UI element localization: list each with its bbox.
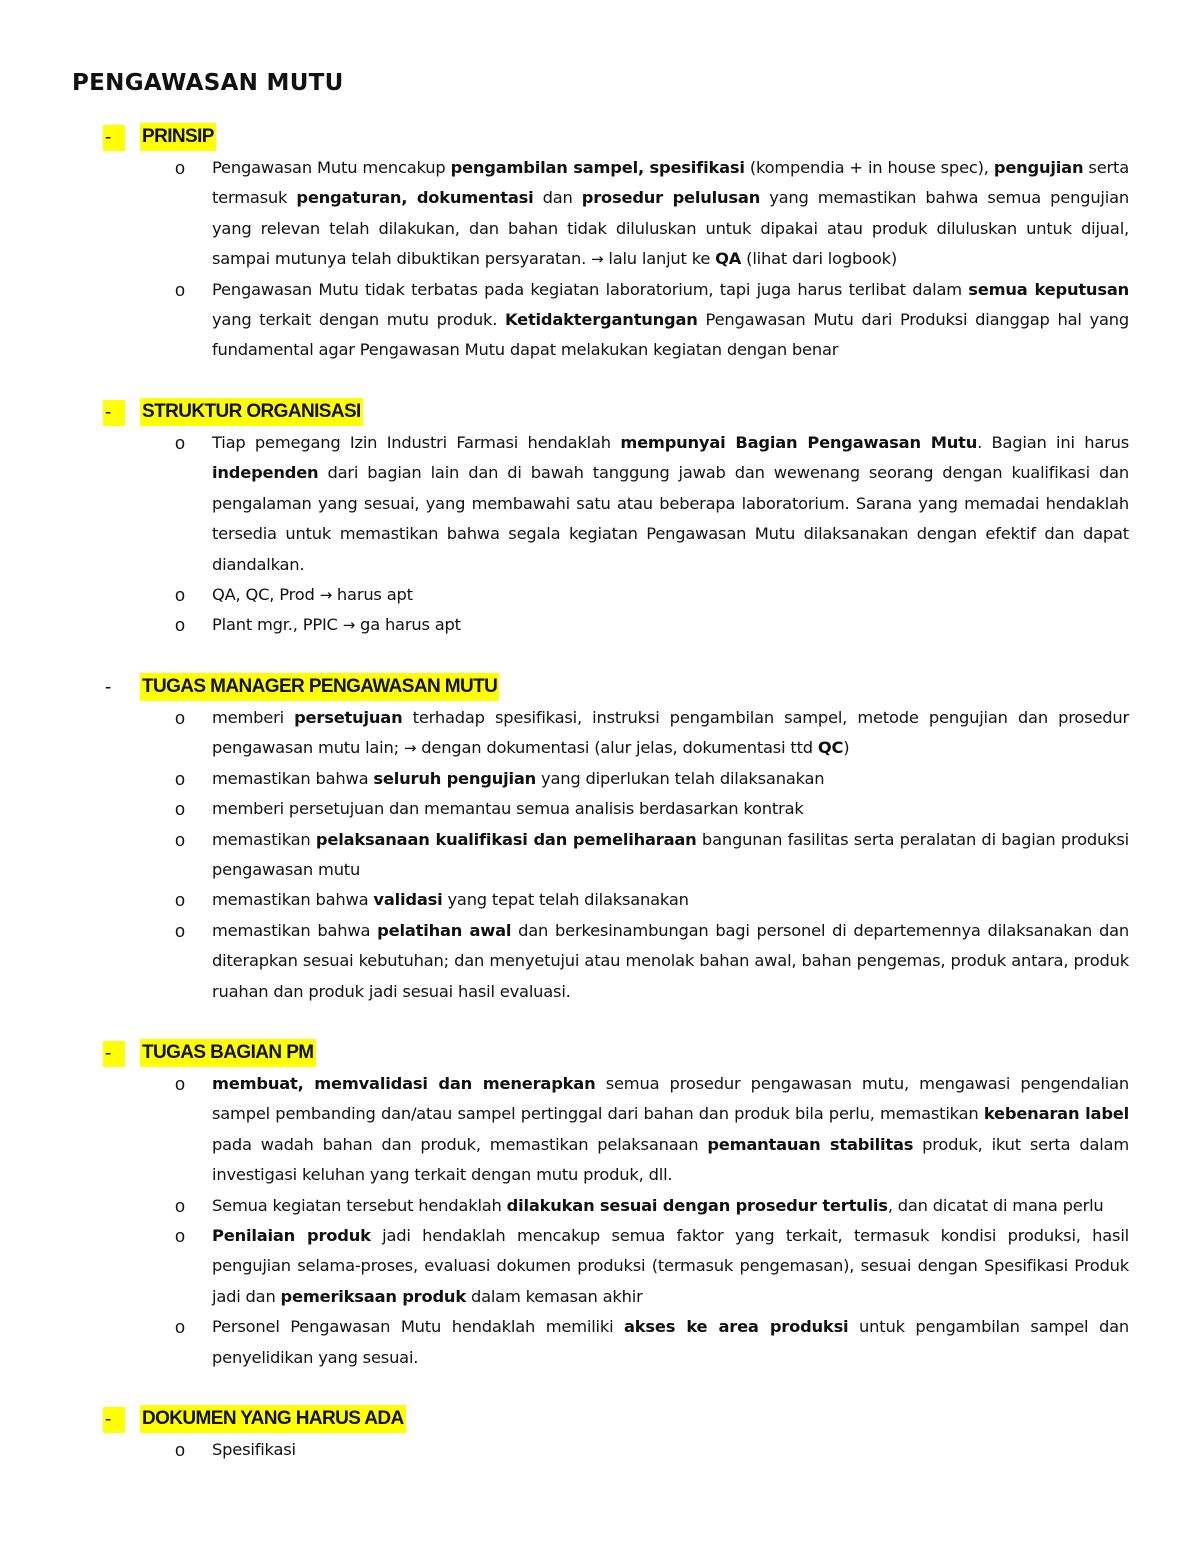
list-item-text bbox=[212, 1435, 1129, 1465]
bold-text: QC bbox=[817, 738, 844, 758]
list-item bbox=[0, 428, 1200, 580]
heading-dash-marker: - bbox=[103, 1407, 125, 1433]
text-run: Pengawasan Mutu tidak terbatas pada kegiatan laboratorium, tapi juga harus terlibat dalam bbox=[212, 279, 969, 299]
section-dokumen-yang-harus-ada bbox=[0, 1403, 1200, 1465]
text-run: Pengawasan Mutu mencakup bbox=[212, 158, 451, 177]
bullet-marker: o bbox=[175, 279, 186, 300]
list-item bbox=[0, 703, 1200, 764]
list-item bbox=[0, 794, 1200, 824]
bullet-list bbox=[0, 703, 1200, 1007]
text-run: Spesifikasi bbox=[212, 1440, 296, 1459]
list-item bbox=[0, 1312, 1200, 1373]
bold-text: pengaturan, dokumentasi bbox=[296, 188, 534, 208]
text-run: (kompendia + in house spec), bbox=[744, 158, 994, 177]
list-item-text bbox=[212, 1069, 1129, 1191]
text-run: , dan dicatat di mana perlu bbox=[887, 1195, 1104, 1215]
heading-dash-marker: - bbox=[103, 1041, 125, 1067]
text-run: memastikan bahwa bbox=[212, 768, 374, 788]
text-run: harus apt bbox=[331, 585, 413, 605]
bullet-marker: o bbox=[175, 1195, 186, 1216]
text-run: pada wadah bahan dan produk, memastikan pelaksanaan bbox=[212, 1134, 708, 1154]
bold-text: pemantauan stabilitas bbox=[707, 1134, 914, 1154]
text-run: dalam kemasan akhir bbox=[465, 1286, 643, 1306]
heading-dash-marker: - bbox=[103, 400, 125, 426]
bullet-marker: o bbox=[175, 799, 186, 820]
bold-text: validasi bbox=[373, 890, 443, 910]
list-item-text bbox=[212, 885, 1129, 915]
text-run: yang memastikan bahwa semua pengujian yang relevan telah dilakukan, dan bahan tidak diluluskan untuk dipakai atau produk diluluskan untuk dijual, sampai mutunya telah dibuktikan persyaratan. bbox=[212, 188, 1129, 269]
list-item-text bbox=[212, 1221, 1129, 1312]
bold-text: persetujuan bbox=[294, 708, 403, 727]
arrow-right-icon: → bbox=[319, 586, 332, 605]
text-run: memastikan bahwa bbox=[212, 920, 378, 940]
section-heading bbox=[0, 671, 1200, 703]
text-run: yang terkait dengan mutu produk. bbox=[212, 310, 505, 330]
text-run: semua prosedur pengawasan mutu, mengawasi pengendalian sampel pembanding dan/atau sampel pertinggal dari bahan dan produk bila perlu, memastikan bbox=[212, 1074, 1129, 1124]
bold-text: pelatihan awal bbox=[377, 920, 512, 940]
list-item bbox=[0, 764, 1200, 794]
section-prinsip bbox=[0, 121, 1200, 366]
text-run: . Bagian ini harus bbox=[977, 433, 1130, 452]
bullet-list bbox=[0, 1069, 1200, 1373]
text-run: Pengawasan Mutu dari Produksi dianggap hal yang fundamental agar Pengawasan Mutu dapat melakukan kegiatan dengan benar bbox=[212, 310, 1129, 360]
arrow-right-icon: → bbox=[591, 250, 604, 269]
section-heading bbox=[0, 121, 1200, 153]
bold-text: pemeriksaan produk bbox=[280, 1286, 466, 1306]
section-heading-label: PRINSIP bbox=[140, 123, 216, 151]
section-heading bbox=[0, 1403, 1200, 1435]
bullet-marker: o bbox=[175, 1226, 186, 1247]
text-run: dari bagian lain dan di bawah tanggung jawab dan wewenang seorang dengan kualifikasi dan pengalaman yang sesuai, yang membawahi satu atau beberapa laboratorium. Sarana yang memadai hendaklah tersedia untuk memastikan bahwa segala kegiatan Pengawasan Mutu dilaksanakan dengan efektif dan dapat diandalkan. bbox=[212, 463, 1129, 574]
list-item bbox=[0, 1221, 1200, 1312]
document-title: PENGAWASAN MUTU bbox=[72, 70, 344, 96]
list-item bbox=[0, 885, 1200, 915]
bullet-marker: o bbox=[175, 615, 186, 636]
bullet-marker: o bbox=[175, 158, 186, 178]
list-item-text bbox=[212, 275, 1129, 366]
list-item bbox=[0, 275, 1200, 366]
bold-text: pengambilan sampel, spesifikasi bbox=[450, 158, 745, 177]
bullet-marker: o bbox=[175, 920, 186, 941]
text-run: Plant mgr., PPIC bbox=[212, 615, 343, 635]
text-run: untuk pengambilan sampel dan penyelidikan yang sesuai. bbox=[212, 1317, 1129, 1367]
text-run: memberi bbox=[212, 708, 295, 727]
section-heading-label: DOKUMEN YANG HARUS ADA bbox=[140, 1405, 406, 1433]
list-item bbox=[0, 916, 1200, 1007]
bullet-marker: o bbox=[175, 890, 186, 911]
text-run: terhadap spesifikasi, instruksi pengambilan sampel, metode pengujian dan prosedur pengawasan mutu lain; bbox=[212, 708, 1130, 758]
bullet-list bbox=[0, 1435, 1200, 1465]
text-run: lalu lanjut ke bbox=[603, 249, 716, 269]
list-item bbox=[0, 610, 1200, 640]
bold-text: kebenaran label bbox=[983, 1104, 1130, 1124]
list-item-text bbox=[212, 428, 1129, 580]
bullet-list bbox=[0, 153, 1200, 366]
list-item bbox=[0, 1069, 1200, 1191]
bullet-marker: o bbox=[175, 768, 186, 789]
text-run: QA, QC, Prod bbox=[212, 585, 320, 605]
section-heading-label: STRUKTUR ORGANISASI bbox=[140, 398, 363, 426]
list-item-text bbox=[212, 1191, 1129, 1221]
bullet-marker: o bbox=[175, 1074, 186, 1094]
list-item bbox=[0, 1191, 1200, 1221]
bold-text: independen bbox=[212, 463, 319, 483]
heading-dash-marker: - bbox=[105, 677, 112, 698]
bullet-marker: o bbox=[175, 829, 186, 850]
list-item-text bbox=[212, 764, 1129, 794]
text-run: ga harus apt bbox=[355, 615, 461, 635]
text-run: Semua kegiatan tersebut hendaklah bbox=[212, 1195, 507, 1215]
text-run: dan bbox=[533, 188, 582, 208]
bold-text: pelaksanaan kualifikasi dan pemeliharaan bbox=[315, 829, 697, 849]
bullet-marker: o bbox=[175, 1317, 186, 1338]
list-item bbox=[0, 580, 1200, 610]
list-item-text bbox=[212, 580, 1129, 610]
bold-text: pengujian bbox=[993, 158, 1084, 177]
arrow-right-icon: → bbox=[342, 616, 356, 635]
text-run: yang diperlukan telah dilaksanakan bbox=[536, 768, 825, 788]
list-item-text bbox=[212, 825, 1129, 886]
text-run: Personel Pengawasan Mutu hendaklah memiliki bbox=[212, 1317, 624, 1337]
section-heading-label: TUGAS BAGIAN PM bbox=[140, 1039, 316, 1067]
bullet-marker: o bbox=[175, 708, 186, 728]
bold-text: mempunyai Bagian Pengawasan Mutu bbox=[620, 433, 978, 452]
bold-text: Ketidaktergantungan bbox=[505, 310, 698, 330]
text-run: ) bbox=[843, 738, 850, 758]
list-item-text bbox=[212, 610, 1129, 640]
list-item-text bbox=[212, 1312, 1129, 1373]
section-heading-label: TUGAS MANAGER PENGAWASAN MUTU bbox=[140, 673, 499, 701]
text-run: serta termasuk bbox=[212, 158, 1129, 208]
text-run: dan berkesinambungan bagi personel di departemennya dilaksanakan dan diterapkan sesuai kebutuhan; dan menyetujui atau menolak bahan awal, bahan pengemas, produk antara, produk ruahan dan produk jadi sesuai hasil evaluasi. bbox=[212, 920, 1130, 1001]
text-run: memberi persetujuan dan memantau semua analisis berdasarkan kontrak bbox=[212, 799, 804, 819]
bullet-marker: o bbox=[175, 433, 186, 453]
section-tugas-bagian-pm bbox=[0, 1037, 1200, 1373]
list-item-text bbox=[212, 153, 1129, 275]
bold-text: seluruh pengujian bbox=[373, 768, 537, 788]
heading-dash-marker: - bbox=[103, 125, 125, 151]
bullet-marker: o bbox=[175, 1440, 186, 1460]
text-run: Tiap pemegang Izin Industri Farmasi hendaklah bbox=[212, 433, 621, 452]
text-run: jadi hendaklah mencakup semua faktor yang terkait, termasuk kondisi produksi, hasil pengujian selama-proses, evaluasi dokumen produksi (termasuk pengemasan), sesuai dengan Spesifikasi Produk jadi dan bbox=[212, 1226, 1129, 1306]
list-item-text bbox=[212, 794, 1129, 824]
bullet-list bbox=[0, 428, 1200, 641]
list-item-text bbox=[212, 703, 1129, 764]
text-run: (lihat dari logbook) bbox=[741, 249, 897, 269]
text-run: memastikan bbox=[212, 829, 316, 849]
section-tugas-manager-pengawasan-mutu bbox=[0, 671, 1200, 1007]
bold-text: QA bbox=[715, 249, 742, 269]
bold-text: Penilaian produk bbox=[212, 1226, 371, 1246]
text-run: bangunan fasilitas serta peralatan di bagian produksi pengawasan mutu bbox=[212, 829, 1129, 880]
bold-text: prosedur pelulusan bbox=[581, 188, 761, 208]
list-item bbox=[0, 825, 1200, 886]
list-item bbox=[0, 153, 1200, 275]
bullet-marker: o bbox=[175, 585, 186, 606]
list-item-text bbox=[212, 916, 1129, 1007]
section-heading bbox=[0, 1037, 1200, 1069]
section-struktur-organisasi bbox=[0, 396, 1200, 641]
bold-text: semua keputusan bbox=[968, 279, 1129, 299]
bold-text: akses ke area produksi bbox=[624, 1317, 849, 1337]
list-item bbox=[0, 1435, 1200, 1465]
text-run: produk, ikut serta dalam investigasi keluhan yang terkait dengan mutu produk, dll. bbox=[212, 1134, 1129, 1185]
bold-text: dilakukan sesuai dengan prosedur tertulis bbox=[506, 1195, 888, 1215]
bold-text: membuat, memvalidasi dan menerapkan bbox=[212, 1074, 596, 1093]
text-run: memastikan bahwa bbox=[212, 890, 374, 910]
section-heading bbox=[0, 396, 1200, 428]
text-run: dengan dokumentasi (alur jelas, dokumentasi ttd bbox=[416, 738, 818, 758]
text-run: yang tepat telah dilaksanakan bbox=[442, 890, 689, 910]
arrow-right-icon: → bbox=[403, 739, 417, 758]
